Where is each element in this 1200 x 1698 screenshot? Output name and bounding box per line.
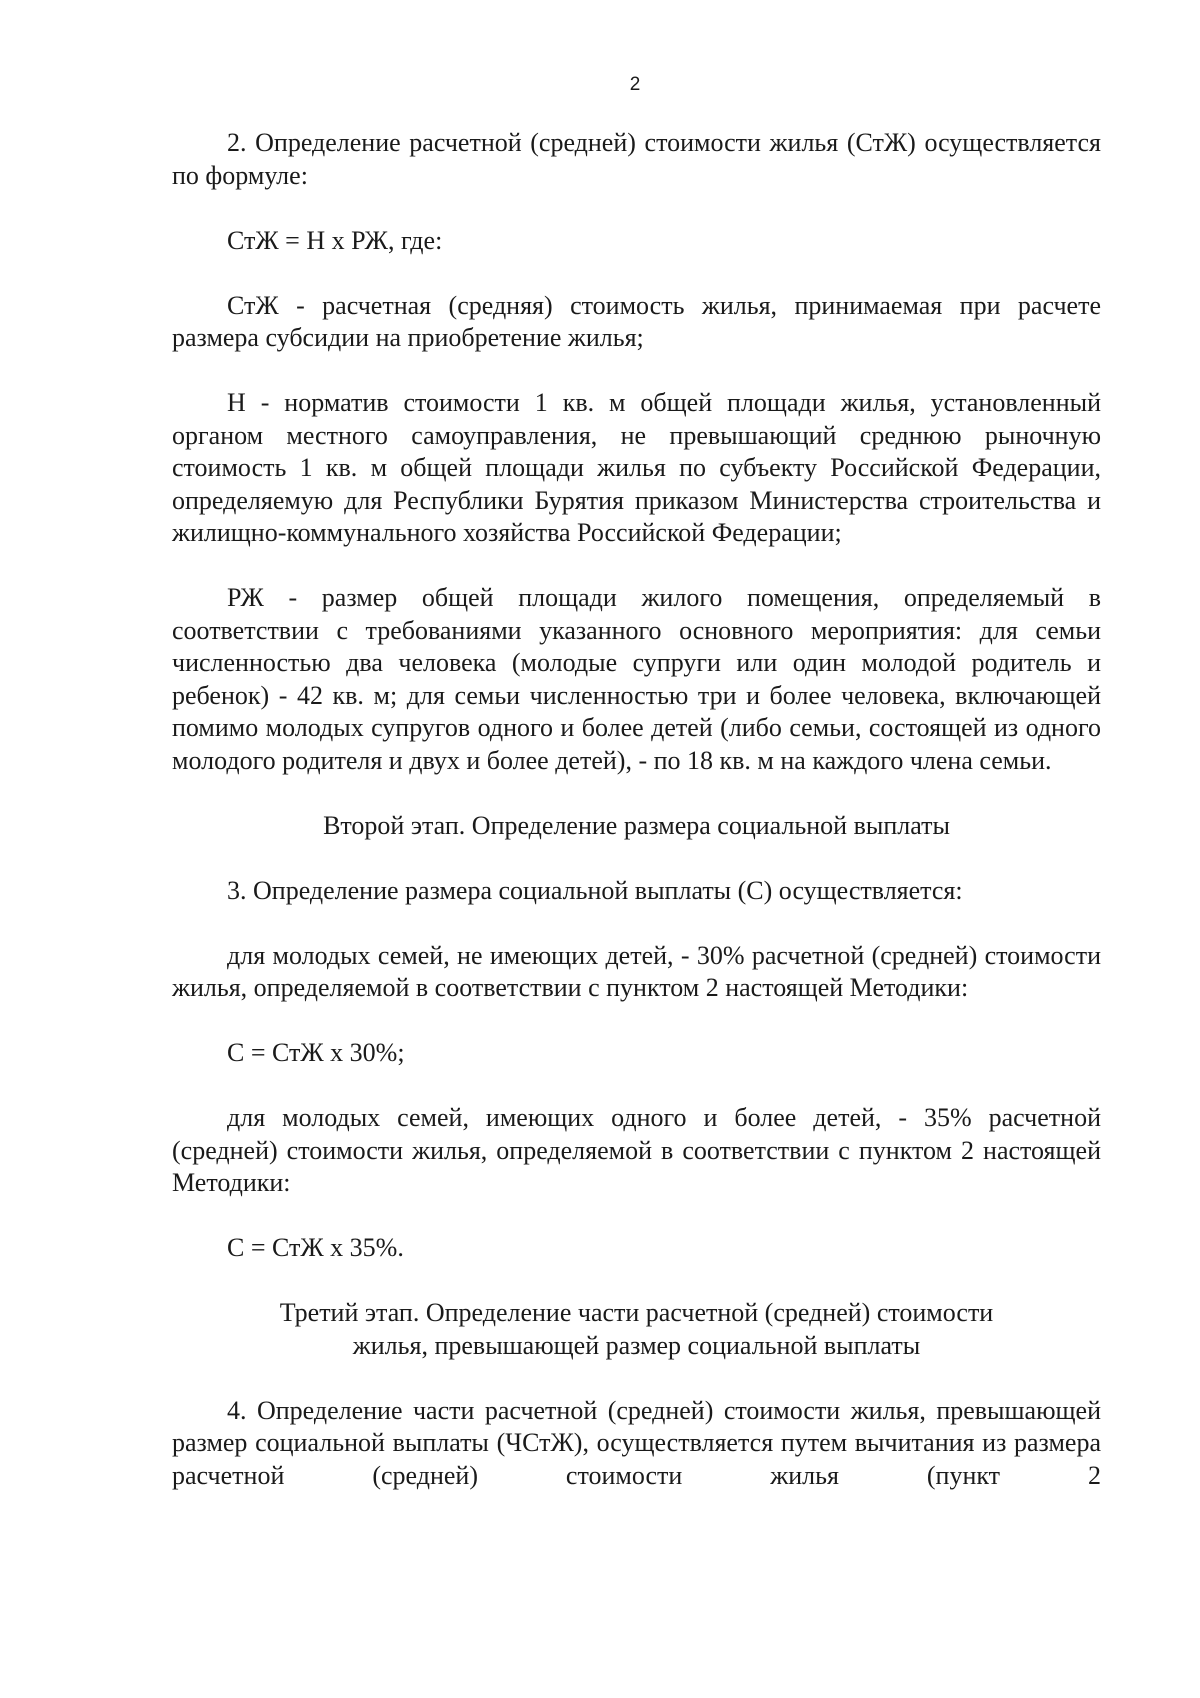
section-heading-stage-3-line-1: Третий этап. Определение части расчетной (средней) стоимости — [279, 1298, 994, 1327]
spacer — [172, 1070, 1101, 1103]
paragraph-item-2: 2. Определение расчетной (средней) стоимости жилья (СтЖ) осуществляется по формуле: — [172, 128, 1101, 190]
section-heading-stage-3 — [172, 1297, 1101, 1362]
spacer — [172, 550, 1101, 583]
spacer — [172, 192, 1101, 225]
spacer — [172, 777, 1101, 810]
spacer — [172, 907, 1101, 940]
spacer — [172, 1362, 1101, 1395]
spacer — [172, 1005, 1101, 1038]
section-heading-stage-3-line-2: жилья, превышающей размер социальной выплаты — [352, 1330, 921, 1360]
page-number: 2 — [629, 74, 641, 95]
definition-rzh: РЖ - размер общей площади жилого помещения, определяемый в соответствии с требованиями указанного основного мероприятия: для семьи численностью два человека (молодые супруги или один молодой родитель и ребенок) - 42 кв. м; для семьи численностью три и более человека, включающей помимо молодых супругов одного и более детей (либо семьи, состоящей из одного молодого родителя и двух и более детей), - по 18 кв. м на каждого члена семьи. — [172, 583, 1101, 775]
spacer — [172, 842, 1101, 875]
paragraph-item-3: 3. Определение размера социальной выплаты (С) осуществляется: — [227, 875, 963, 905]
formula-30-percent: С = СтЖ х 30%; — [227, 1038, 405, 1067]
document-body — [172, 127, 1101, 1492]
paragraph-no-children: для молодых семей, не имеющих детей, - 30% расчетной (средней) стоимости жилья, определяемой в соответствии с пунктом 2 настоящей Методики: — [172, 940, 1101, 1002]
paragraph-item-4: 4. Определение части расчетной (средней) стоимости жилья, превышающей размер социальной выплаты (ЧСтЖ), осуществляется путем вычитания из размера расчетной (средней) стоимости жилья (пункт 2 — [172, 1395, 1101, 1490]
paragraph-with-children: для молодых семей, имеющих одного и более детей, - 35% расчетной (средней) стоимости жилья, определяемой в соответствии с пунктом 2 настоящей Методики: — [172, 1103, 1101, 1197]
spacer — [172, 1200, 1101, 1233]
spacer — [172, 257, 1101, 290]
section-heading-stage-2: Второй этап. Определение размера социальной выплаты — [323, 810, 950, 840]
definition-stzh: СтЖ - расчетная (средняя) стоимость жилья, принимаемая при расчете размера субсидии на приобретение жилья; — [172, 290, 1101, 352]
spacer — [172, 355, 1101, 388]
formula-stzh: СтЖ = Н х РЖ, где: — [227, 225, 443, 255]
formula-35-percent: С = СтЖ х 35%. — [227, 1233, 404, 1262]
spacer — [172, 1265, 1101, 1298]
definition-n: Н - норматив стоимости 1 кв. м общей площади жилья, установленный органом местного самоуправления, не превышающий среднюю рыночную стоимость 1 кв. м общей площади жилья по субъекту Российской Федерации, определяемую для Республики Бурятия приказом Министерства строительства и жилищно-коммунального хозяйства Российской Федерации; — [172, 388, 1101, 547]
